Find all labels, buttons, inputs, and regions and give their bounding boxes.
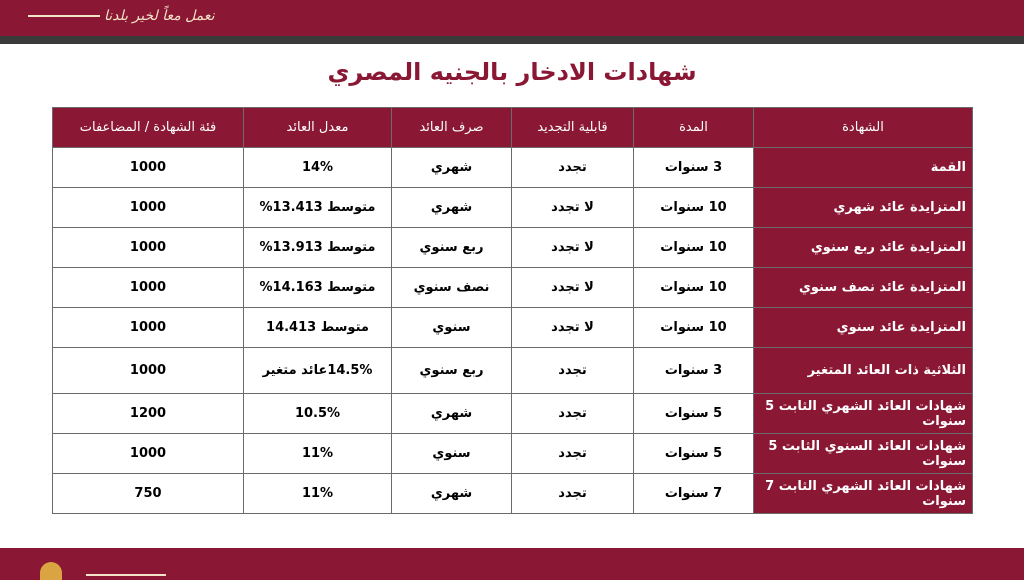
cell-denomination: 1000 [53, 268, 244, 308]
cell-denomination: 1000 [53, 434, 244, 474]
cell-name: المتزايدة عائد شهري [754, 188, 973, 228]
cell-rate: 11% [244, 474, 392, 514]
cell-payout: ربع سنوي [392, 228, 512, 268]
cell-duration: 10 سنوات [634, 228, 754, 268]
cell-payout: ربع سنوي [392, 348, 512, 394]
top-banner-divider [0, 36, 1024, 44]
cell-payout: نصف سنوي [392, 268, 512, 308]
tagline-underline [28, 15, 100, 17]
cell-denomination: 1000 [53, 308, 244, 348]
cell-name: المتزايدة عائد نصف سنوي [754, 268, 973, 308]
table-header-row [53, 108, 973, 148]
cell-rate: 14.5%عائد متغير [244, 348, 392, 394]
cell-rate: متوسط 13.913% [244, 228, 392, 268]
cell-renewal: تجدد [512, 474, 634, 514]
table-row [53, 394, 973, 434]
cell-denomination: 1000 [53, 148, 244, 188]
cell-duration: 10 سنوات [634, 188, 754, 228]
page-title: شهادات الادخار بالجنيه المصري [327, 58, 697, 86]
table-row [53, 434, 973, 474]
cell-denomination: 1200 [53, 394, 244, 434]
cell-duration: 5 سنوات [634, 434, 754, 474]
cell-denomination: 1000 [53, 228, 244, 268]
cell-payout: سنوي [392, 434, 512, 474]
table-row [53, 474, 973, 514]
cell-renewal: لا تجدد [512, 308, 634, 348]
certificates-table [52, 107, 973, 514]
cell-name: الثلاثية ذات العائد المتغير [754, 348, 973, 394]
header-rate: معدل العائد [244, 108, 392, 148]
table-row [53, 348, 973, 394]
cell-name: المتزايدة عائد ربع سنوي [754, 228, 973, 268]
cell-duration: 10 سنوات [634, 268, 754, 308]
cell-payout: سنوي [392, 308, 512, 348]
tagline [28, 5, 215, 27]
cell-renewal: لا تجدد [512, 188, 634, 228]
cell-denomination: 750 [53, 474, 244, 514]
header-denomination: فئة الشهادة / المضاعفات [53, 108, 244, 148]
cell-denomination: 1000 [53, 188, 244, 228]
cell-name: القمة [754, 148, 973, 188]
cell-rate: متوسط 14.413 [244, 308, 392, 348]
header-payout: صرف العائد [392, 108, 512, 148]
bank-logo-icon [40, 562, 62, 580]
cell-payout: شهري [392, 394, 512, 434]
top-banner [0, 0, 1024, 36]
cell-rate: متوسط 14.163% [244, 268, 392, 308]
table-row [53, 148, 973, 188]
cell-duration: 3 سنوات [634, 348, 754, 394]
bottom-tagline-line [86, 574, 166, 576]
table-row [53, 268, 973, 308]
cell-rate: 14% [244, 148, 392, 188]
cell-rate: متوسط 13.413% [244, 188, 392, 228]
tagline-text: نعمل معاً لخير بلدنا [104, 8, 215, 24]
cell-renewal: لا تجدد [512, 228, 634, 268]
cell-payout: شهري [392, 188, 512, 228]
cell-renewal: تجدد [512, 394, 634, 434]
cell-name: شهادات العائد الشهري الثابت 5 سنوات [754, 394, 973, 434]
header-duration: المدة [634, 108, 754, 148]
cell-renewal: تجدد [512, 348, 634, 394]
header-certificate: الشهادة [754, 108, 973, 148]
cell-denomination: 1000 [53, 348, 244, 394]
cell-duration: 3 سنوات [634, 148, 754, 188]
cell-renewal: لا تجدد [512, 268, 634, 308]
table-row [53, 188, 973, 228]
cell-name: شهادات العائد الشهري الثابت 7 سنوات [754, 474, 973, 514]
cell-payout: شهري [392, 474, 512, 514]
cell-duration: 10 سنوات [634, 308, 754, 348]
cell-renewal: تجدد [512, 148, 634, 188]
cell-rate: 10.5% [244, 394, 392, 434]
cell-duration: 5 سنوات [634, 394, 754, 434]
cell-renewal: تجدد [512, 434, 634, 474]
table-row [53, 228, 973, 268]
table-row [53, 308, 973, 348]
cell-rate: 11% [244, 434, 392, 474]
cell-name: شهادات العائد السنوي الثابت 5 سنوات [754, 434, 973, 474]
header-renewal: قابلية التجديد [512, 108, 634, 148]
cell-duration: 7 سنوات [634, 474, 754, 514]
cell-name: المتزايدة عائد سنوي [754, 308, 973, 348]
cell-payout: شهري [392, 148, 512, 188]
